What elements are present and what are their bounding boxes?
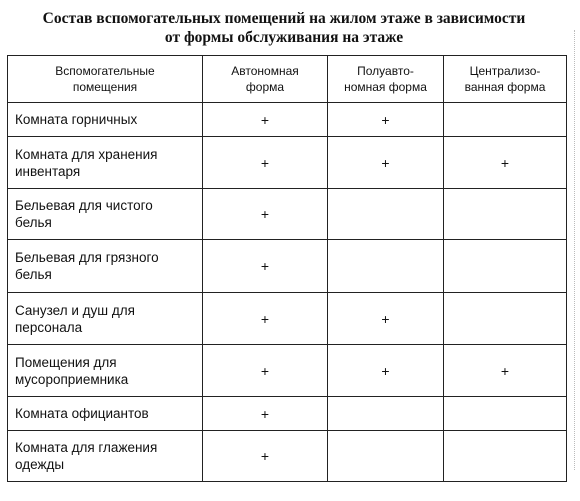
room-name-cell: Бельевая для грязного белья [8, 240, 203, 293]
table-row [8, 137, 567, 189]
header-cell-centralized: Централизо- ванная форма [444, 56, 567, 103]
mark-autonomous: + [203, 397, 328, 431]
header-cell-rooms: Вспомогательные помещения [8, 56, 203, 103]
mark-semi-autonomous [328, 240, 444, 293]
mark-semi-autonomous: + [328, 103, 444, 137]
services-table [7, 55, 567, 482]
page-edge-artifact [574, 30, 578, 470]
mark-semi-autonomous [328, 431, 444, 482]
mark-centralized [444, 293, 567, 345]
room-name-cell: Комната официантов [8, 397, 203, 431]
mark-centralized [444, 431, 567, 482]
room-name-cell: Санузел и душ для персонала [8, 293, 203, 345]
mark-centralized: + [444, 345, 567, 397]
room-name-cell: Бельевая для чистого белья [8, 189, 203, 240]
mark-semi-autonomous: + [328, 137, 444, 189]
table-row [8, 103, 567, 137]
table-row [8, 431, 567, 482]
mark-autonomous: + [203, 345, 328, 397]
mark-autonomous: + [203, 103, 328, 137]
room-name-cell: Комната горничных [8, 103, 203, 137]
table-title [0, 9, 568, 47]
table-row [8, 240, 567, 293]
mark-autonomous: + [203, 431, 328, 482]
mark-autonomous: + [203, 137, 328, 189]
table-row [8, 189, 567, 240]
mark-centralized [444, 103, 567, 137]
room-name-cell: Помещения для мусороприемника [8, 345, 203, 397]
mark-semi-autonomous [328, 189, 444, 240]
room-name-cell: Комната для хранения инвентаря [8, 137, 203, 189]
header-row [8, 56, 567, 103]
mark-autonomous: + [203, 189, 328, 240]
header-cell-semi-autonomous: Полуавто- номная форма [328, 56, 444, 103]
table-row [8, 397, 567, 431]
title-line-1: Состав вспомогательных помещений на жилом этаже в зависимости [42, 10, 526, 27]
header-cell-autonomous: Автономная форма [203, 56, 328, 103]
room-name-cell: Комната для глажения одежды [8, 431, 203, 482]
mark-autonomous: + [203, 293, 328, 345]
table-row [8, 345, 567, 397]
mark-semi-autonomous: + [328, 345, 444, 397]
mark-semi-autonomous: + [328, 293, 444, 345]
mark-centralized: + [444, 137, 567, 189]
table-row [8, 293, 567, 345]
mark-centralized [444, 397, 567, 431]
mark-centralized [444, 240, 567, 293]
mark-centralized [444, 189, 567, 240]
title-line-2: от формы обслуживания на этаже [164, 29, 404, 46]
mark-autonomous: + [203, 240, 328, 293]
table-body [8, 103, 567, 482]
mark-semi-autonomous [328, 397, 444, 431]
